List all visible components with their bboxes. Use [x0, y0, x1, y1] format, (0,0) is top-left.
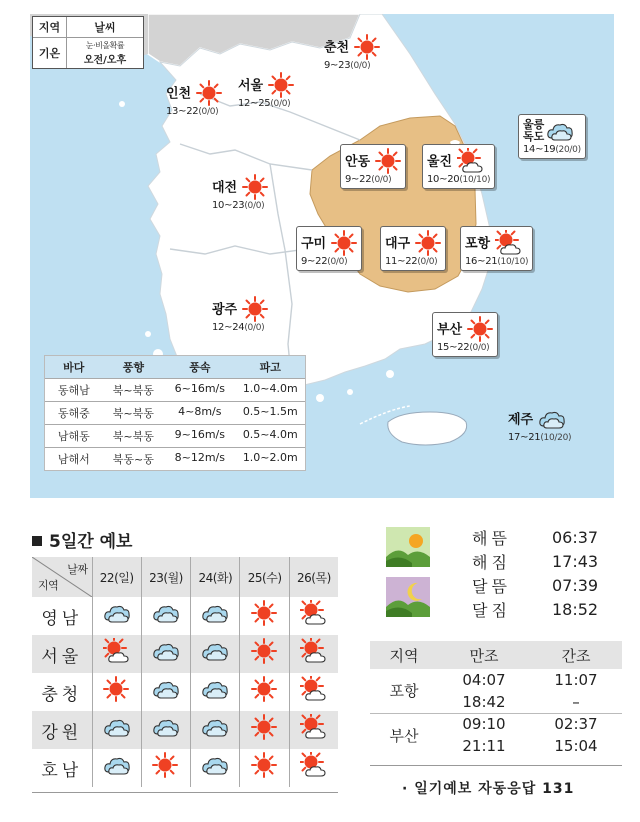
- forecast-region: 영남: [41, 608, 83, 629]
- sun-icon: [251, 600, 279, 628]
- tide-table: [370, 641, 622, 757]
- forecast-bottom-rule: [32, 792, 338, 793]
- city-chuncheon: [324, 34, 380, 71]
- sunrise-label: 해뜸: [472, 528, 511, 548]
- tide-region: 포항: [389, 682, 419, 701]
- cloud-icon: [544, 118, 576, 144]
- moonset-label: 달짐: [472, 600, 511, 620]
- forecast-day: 24(화): [191, 557, 240, 597]
- forecast-cell: [141, 673, 190, 711]
- sun-cloud-icon: [300, 600, 328, 628]
- forecast-cell: [191, 635, 240, 673]
- tide-row: [370, 669, 622, 691]
- forecast-cell: [240, 635, 289, 673]
- city-name: 울진: [427, 154, 453, 170]
- sea-header-sea: 바다: [63, 361, 85, 374]
- tide-header-low: 간조: [530, 641, 622, 669]
- city-prob: (10/10): [497, 257, 529, 267]
- city-daegu: [380, 226, 446, 271]
- sunset-time: 17:43: [552, 551, 599, 571]
- forecast-cell: [191, 711, 240, 749]
- city-name: 대구: [385, 236, 411, 252]
- city-name: 인천: [166, 86, 192, 102]
- sun-icon: [196, 80, 222, 106]
- forecast-cell: [92, 635, 141, 673]
- forecast-cell: [240, 597, 289, 635]
- wind-speed: 9~16m/s: [174, 428, 225, 441]
- high-tide-time: 18:42: [462, 692, 506, 711]
- city-name: 안동: [345, 154, 371, 170]
- wind-direction: 북~북동: [112, 430, 154, 443]
- cloud-icon: [538, 406, 566, 432]
- forecast-cell: [289, 597, 338, 635]
- city-temp: 14~19: [523, 144, 556, 155]
- sun-icon: [152, 752, 180, 780]
- wind-direction: 북~북동: [112, 407, 154, 420]
- forecast-cell: [289, 749, 338, 787]
- cloud-icon: [152, 638, 180, 666]
- legend-rain-prob-label: 눈·비올확률: [85, 41, 125, 50]
- map-legend: [32, 16, 144, 69]
- city-name: 춘천: [324, 40, 350, 56]
- cloud-icon: [201, 752, 229, 780]
- forecast-region: 서울: [32, 635, 92, 673]
- forecast-cell: [191, 673, 240, 711]
- city-name: 울릉 독도: [523, 118, 545, 143]
- sun-icon: [251, 752, 279, 780]
- sun-cloud-icon: [300, 752, 328, 780]
- city-prob: (0/0): [469, 343, 490, 353]
- city-gumi: [296, 226, 362, 271]
- forecast-region: 호남: [41, 760, 83, 781]
- sea-row: [45, 424, 305, 447]
- sun-icon: [331, 230, 357, 256]
- high-tide-time: 09:10: [438, 713, 530, 735]
- forecast-row: [32, 673, 338, 711]
- forecast-cell: [141, 635, 190, 673]
- city-prob: (0/0): [327, 257, 348, 267]
- legend-weather-label: 날씨: [94, 21, 116, 34]
- city-temp: 9~22: [301, 256, 328, 267]
- high-tide-time: 04:07: [462, 671, 506, 689]
- city-prob: (20/0): [555, 145, 581, 155]
- city-busan: [432, 312, 498, 357]
- city-name: 포항: [465, 236, 491, 252]
- tide-bottom-rule: [370, 765, 622, 766]
- forecast-cell: [240, 711, 289, 749]
- sun-cloud-icon: [457, 148, 483, 174]
- sun-cloud-icon: [300, 714, 328, 742]
- city-jeju: [508, 406, 571, 443]
- city-name: 부산: [437, 322, 463, 338]
- corner-date-label: 날짜: [67, 563, 88, 576]
- cloud-icon: [103, 600, 131, 628]
- sea-row: [45, 447, 305, 470]
- city-prob: (0/0): [244, 201, 265, 211]
- sea-area: 동해남: [57, 384, 90, 397]
- city-temp: 9~23: [324, 60, 351, 71]
- low-tide-time: 02:37: [530, 713, 622, 735]
- sun-icon: [251, 638, 279, 666]
- forecast-day: 25(수): [240, 557, 289, 597]
- city-temp: 16~21: [465, 256, 498, 267]
- moonrise-time: 07:39: [552, 575, 599, 595]
- forecast-region: 충청: [41, 684, 83, 705]
- tide-header-row: [370, 641, 622, 669]
- city-name: 서울: [238, 78, 264, 94]
- cloud-icon: [201, 714, 229, 742]
- forecast-region: 강원: [32, 711, 92, 749]
- city-prob: (10/20): [540, 433, 572, 443]
- sun-icon: [375, 148, 401, 174]
- forecast-cell: [92, 673, 141, 711]
- sea-table-header: [45, 356, 305, 378]
- city-name: 구미: [301, 236, 327, 252]
- sun-icon: [467, 316, 493, 342]
- sun-icon: [354, 34, 380, 60]
- low-tide-time: 15:04: [554, 737, 598, 755]
- sun-moon-times: [386, 525, 622, 621]
- sea-area: 남해동: [57, 430, 90, 443]
- forecast-cell: [240, 749, 289, 787]
- sun-icon: [103, 676, 131, 704]
- cloud-icon: [152, 600, 180, 628]
- city-temp: 9~22: [345, 174, 372, 185]
- sun-icon: [242, 174, 268, 200]
- city-prob: (0/0): [270, 99, 291, 109]
- legend-temp-label: 기온: [33, 38, 67, 68]
- city-temp: 12~24: [212, 322, 245, 333]
- forecast-header-row: [32, 557, 338, 597]
- moonrise-label: 달뜸: [472, 576, 511, 596]
- sun-icon: [251, 714, 279, 742]
- cloud-icon: [152, 714, 180, 742]
- wave-height: 0.5~4.0m: [242, 428, 298, 441]
- city-temp: 12~25: [238, 98, 271, 109]
- forecast-cell: [191, 597, 240, 635]
- sun-icon: [242, 296, 268, 322]
- moonrise-moonset-icon: [386, 577, 430, 617]
- weather-map: [30, 14, 614, 498]
- city-name: 제주: [508, 412, 534, 428]
- sunset-label: 해짐: [472, 552, 511, 572]
- forecast-table: [32, 557, 338, 787]
- forecast-cell: [289, 673, 338, 711]
- city-temp: 15~22: [437, 342, 470, 353]
- high-tide-time: 21:11: [462, 737, 506, 755]
- sea-row: [45, 378, 305, 401]
- wave-height: 1.0~4.0m: [242, 382, 298, 395]
- cloud-icon: [201, 600, 229, 628]
- wind-speed: 6~16m/s: [174, 382, 225, 395]
- tide-header-region: 지역: [370, 641, 438, 669]
- cloud-icon: [103, 714, 131, 742]
- city-incheon: [166, 80, 222, 117]
- sea-area: 동해중: [57, 407, 90, 420]
- wave-height: 0.5~1.5m: [242, 405, 298, 418]
- sunrise-time: 06:37: [552, 527, 599, 547]
- wind-direction: 북~북동: [112, 384, 154, 397]
- jeju-island: [388, 412, 467, 445]
- forecast-cell: [141, 597, 190, 635]
- city-andong: [340, 144, 406, 189]
- sun-icon: [268, 72, 294, 98]
- cloud-icon: [201, 638, 229, 666]
- sun-cloud-icon: [300, 676, 328, 704]
- forecast-day: 26(목): [289, 557, 338, 597]
- low-tide-time: –: [572, 692, 580, 711]
- tide-header-high: 만조: [438, 641, 530, 669]
- forecast-row: [32, 749, 338, 787]
- sun-icon: [415, 230, 441, 256]
- tide-row: [370, 713, 622, 735]
- city-ulleung: [518, 114, 586, 159]
- wind-speed: 8~12m/s: [174, 451, 225, 464]
- legend-ampm-label: 오전/오후: [83, 55, 127, 66]
- forecast-cell: [191, 749, 240, 787]
- sea-header-direction: 풍향: [122, 361, 144, 374]
- moonset-time: 18:52: [552, 599, 599, 619]
- forecast-cell: [92, 749, 141, 787]
- forecast-cell: [289, 635, 338, 673]
- wind-speed: 4~8m/s: [178, 405, 222, 418]
- low-tide-time: 11:07: [554, 671, 598, 689]
- forecast-cell: [92, 711, 141, 749]
- sea-area: 남해서: [57, 453, 90, 466]
- city-temp: 11~22: [385, 256, 418, 267]
- forecast-corner: [32, 557, 92, 597]
- city-prob: (0/0): [198, 107, 219, 117]
- wave-height: 1.0~2.0m: [242, 451, 298, 464]
- sun-cloud-icon: [300, 638, 328, 666]
- city-daejeon: [212, 174, 268, 211]
- sea-conditions-table: [44, 355, 306, 471]
- sun-cloud-icon: [495, 230, 521, 256]
- forecast-day: 23(월): [141, 557, 190, 597]
- sea-row: [45, 401, 305, 424]
- city-seoul: [238, 72, 294, 109]
- forecast-day: 22(일): [92, 557, 141, 597]
- forecast-cell: [289, 711, 338, 749]
- city-prob: (0/0): [350, 61, 371, 71]
- sunrise-sunset-icon: [386, 527, 430, 567]
- cloud-icon: [201, 676, 229, 704]
- forecast-cell: [240, 673, 289, 711]
- city-temp: 13~22: [166, 106, 199, 117]
- legend-region-label: 지역: [33, 17, 67, 37]
- forecast-row: [32, 635, 338, 673]
- city-prob: (0/0): [417, 257, 438, 267]
- forecast-row: [32, 597, 338, 635]
- city-name: 광주: [212, 302, 238, 318]
- cloud-icon: [103, 752, 131, 780]
- sea-header-speed: 풍속: [189, 361, 211, 374]
- corner-region-label: 지역: [38, 579, 59, 592]
- forecast-cell: [141, 749, 190, 787]
- cloud-icon: [152, 676, 180, 704]
- forecast-title: [32, 527, 132, 552]
- wind-direction: 북동~동: [112, 453, 154, 466]
- city-pohang: [460, 226, 533, 271]
- city-name: 대전: [212, 180, 238, 196]
- sun-icon: [251, 676, 279, 704]
- forecast-title-text: 5일간 예보: [49, 532, 133, 552]
- forecast-cell: [141, 711, 190, 749]
- city-gwangju: [212, 296, 268, 333]
- forecast-cell: [92, 597, 141, 635]
- sea-header-wave: 파고: [259, 361, 281, 374]
- city-temp: 10~23: [212, 200, 245, 211]
- forecast-row: [32, 711, 338, 749]
- city-temp: 10~20: [427, 174, 460, 185]
- city-prob: (0/0): [244, 323, 265, 333]
- tide-region: 부산: [370, 713, 438, 757]
- city-temp: 17~21: [508, 432, 541, 443]
- auto-response-info: · 일기예보 자동응답 131: [402, 781, 575, 797]
- sun-cloud-icon: [103, 638, 131, 666]
- city-prob: (10/10): [459, 175, 491, 185]
- city-prob: (0/0): [371, 175, 392, 185]
- city-uljin: [422, 144, 495, 189]
